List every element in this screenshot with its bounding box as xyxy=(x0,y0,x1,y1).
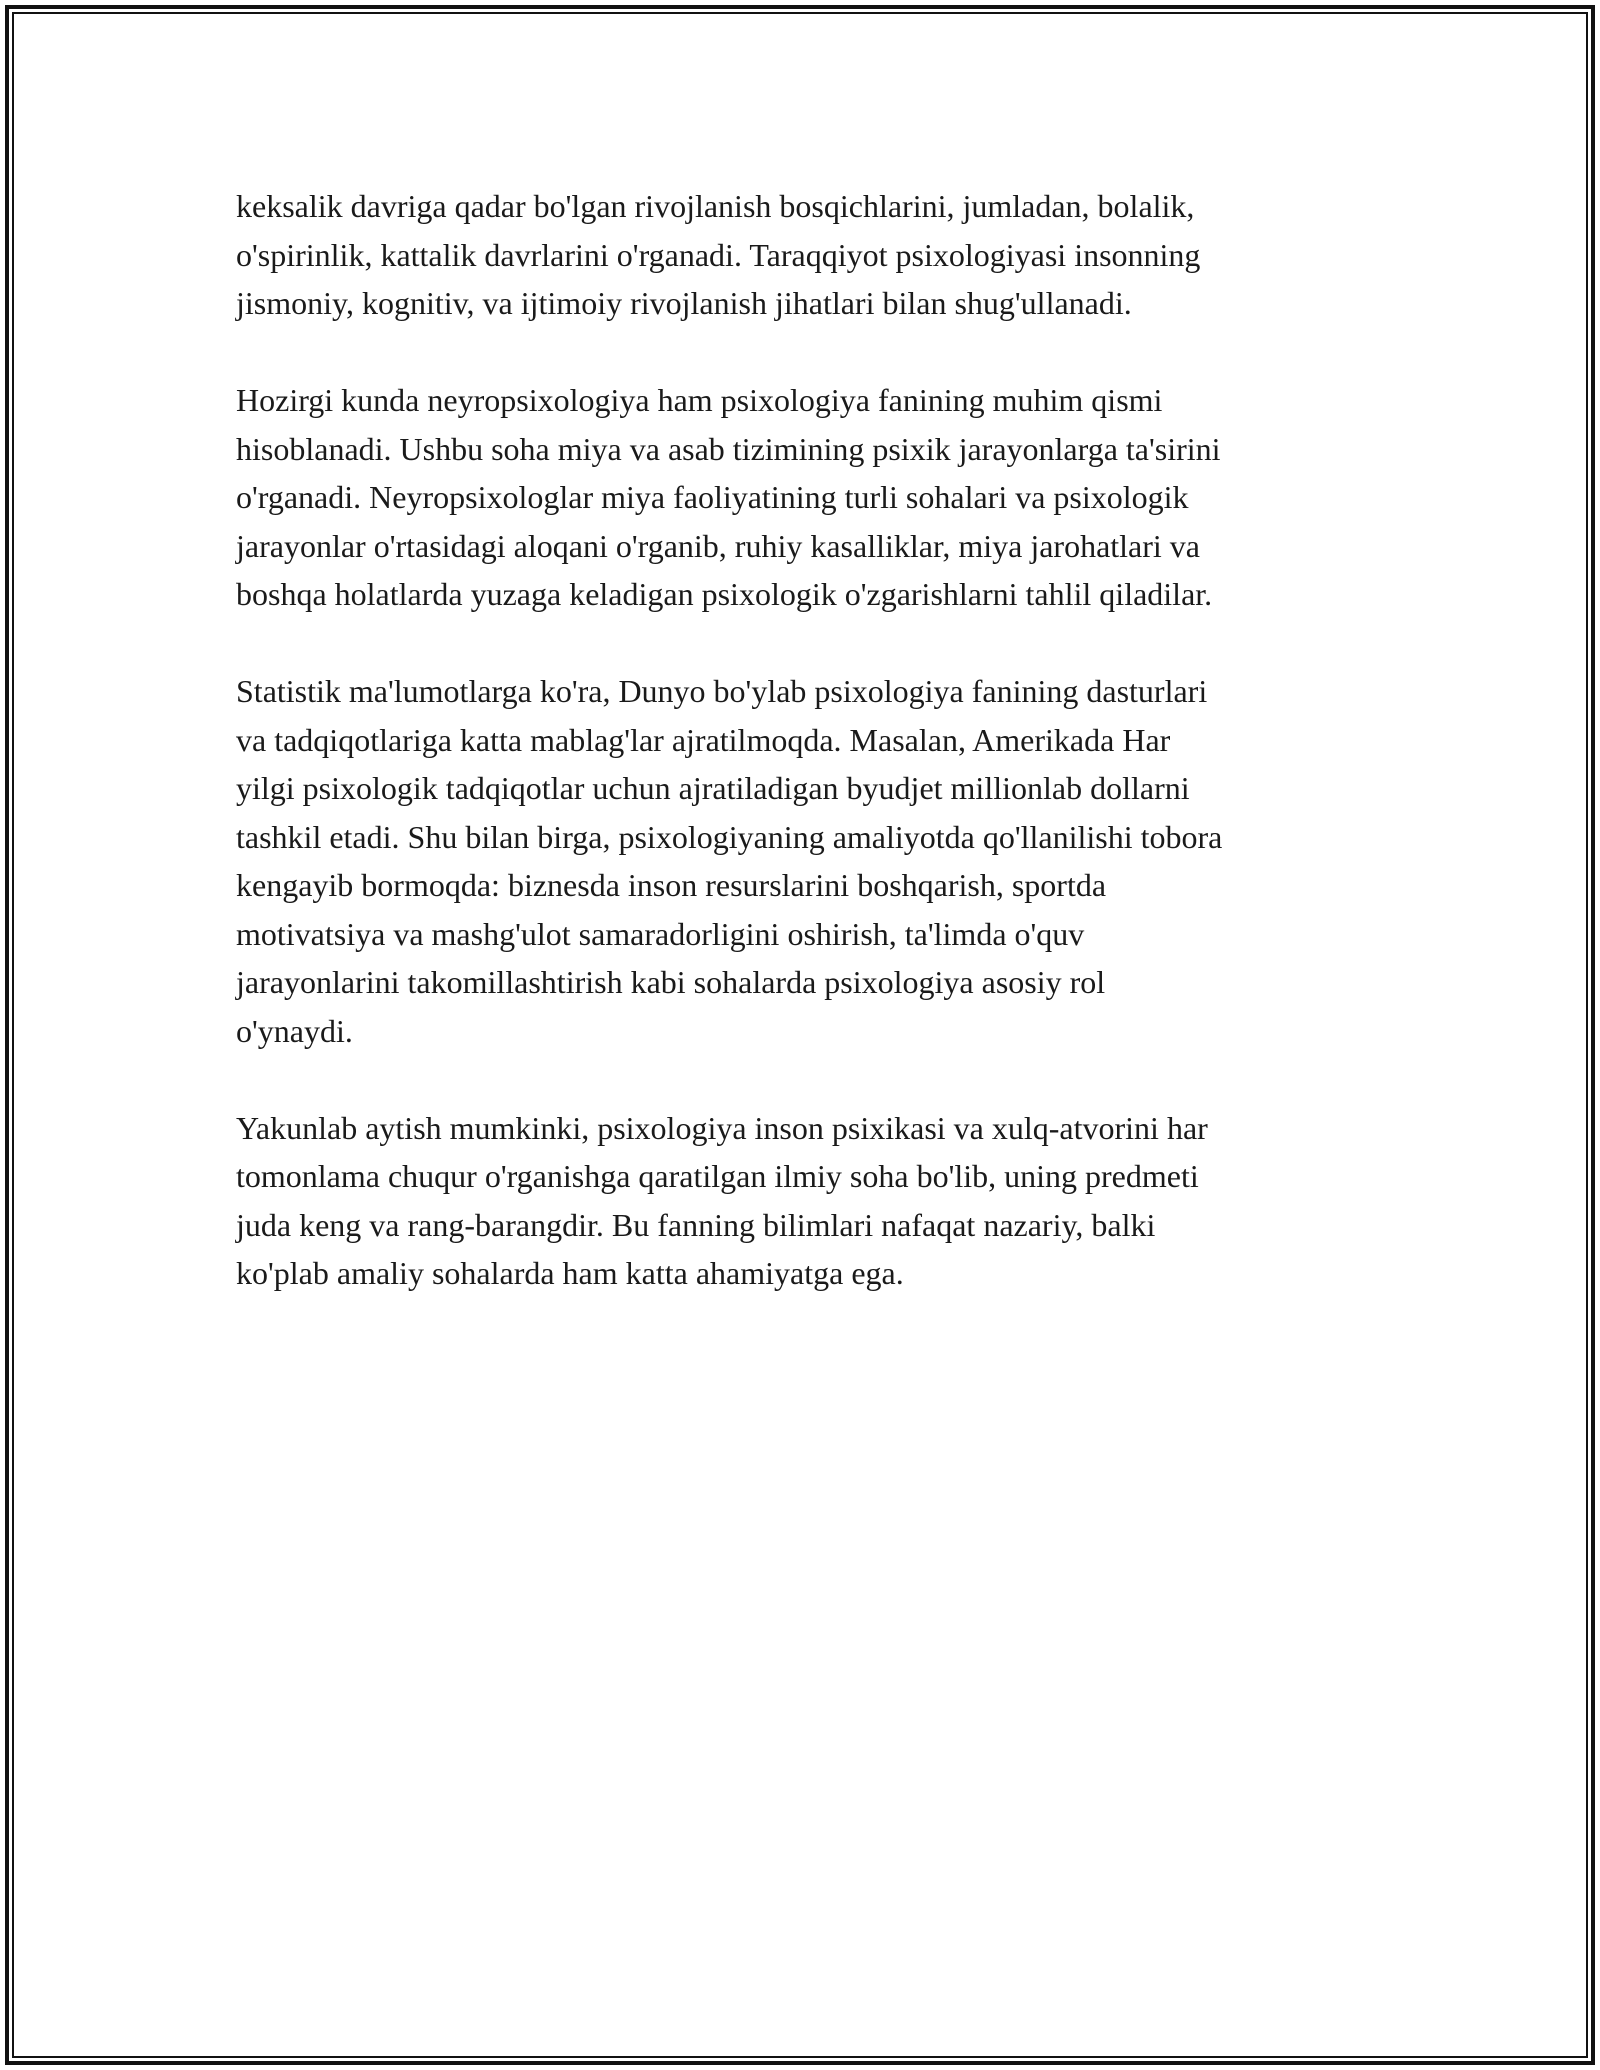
text-line: o'spirinlik, kattalik davrlarini o'rganadi. Taraqqiyot psixologiyasi insonning xyxy=(236,236,1201,273)
document-body xyxy=(236,182,1376,1346)
text-line: boshqa holatlarda yuzaga keladigan psixologik o'zgarishlarni tahlil qiladilar. xyxy=(236,576,1213,612)
text-line: tashkil etadi. Shu bilan birga, psixologiyaning amaliyotda qo'llanilishi tobora xyxy=(236,818,1223,855)
paragraph-2 xyxy=(236,376,1376,619)
text-line: Hozirgi kunda neyropsixologiya ham psixologiya fanining muhim qismi xyxy=(236,382,1163,418)
text-line: jismoniy, kognitiv, va ijtimoiy rivojlanish jihatlari bilan shug'ullanadi. xyxy=(236,285,1132,321)
text-line: kengayib bormoqda: biznesda inson resurslarini boshqarish, sportda xyxy=(236,867,1107,903)
text-line: jarayonlarini takomillashtirish kabi sohalarda psixologiya asosiy rol xyxy=(236,964,1106,1000)
text-line: keksalik davriga qadar bo'lgan rivojlanish bosqichlarini, jumladan, bolalik, xyxy=(236,188,1195,224)
text-line: o'rganadi. Neyropsixologlar miya faoliyatining turli sohalari va psixologik xyxy=(236,479,1189,515)
paragraph-1 xyxy=(236,182,1376,328)
text-line: o'ynaydi. xyxy=(236,1012,353,1049)
text-line: hisoblanadi. Ushbu soha miya va asab tizimining psixik jarayonlarga ta'sirini xyxy=(236,430,1221,467)
text-line: yilgi psixologik tadqiqotlar uchun ajratiladigan byudjet millionlab dollarni xyxy=(236,770,1190,806)
text-line: Statistik ma'lumotlarga ko'ra, Dunyo bo'ylab psixologiya fanining dasturlari xyxy=(236,673,1208,709)
text-line: juda keng va rang-barangdir. Bu fanning bilimlari nafaqat nazariy, balki xyxy=(236,1206,1156,1243)
text-line: motivatsiya va mashg'ulot samaradorligini oshirish, ta'limda o'quv xyxy=(236,915,1085,952)
paragraph-3 xyxy=(236,667,1376,1055)
text-line: va tadqiqotlariga katta mablag'lar ajratilmoqda. Masalan, Amerikada Har xyxy=(236,721,1171,758)
text-line: jarayonlar o'rtasidagi aloqani o'rganib, ruhiy kasalliklar, miya jarohatlari va xyxy=(236,527,1200,564)
text-line: Yakunlab aytish mumkinki, psixologiya inson psixikasi va xulq-atvorini har xyxy=(236,1109,1208,1146)
text-line: tomonlama chuqur o'rganishga qaratilgan ilmiy soha bo'lib, uning predmeti xyxy=(236,1158,1199,1194)
paragraph-4 xyxy=(236,1104,1376,1298)
text-line: ko'plab amaliy sohalarda ham katta ahamiyatga ega. xyxy=(236,1255,904,1291)
